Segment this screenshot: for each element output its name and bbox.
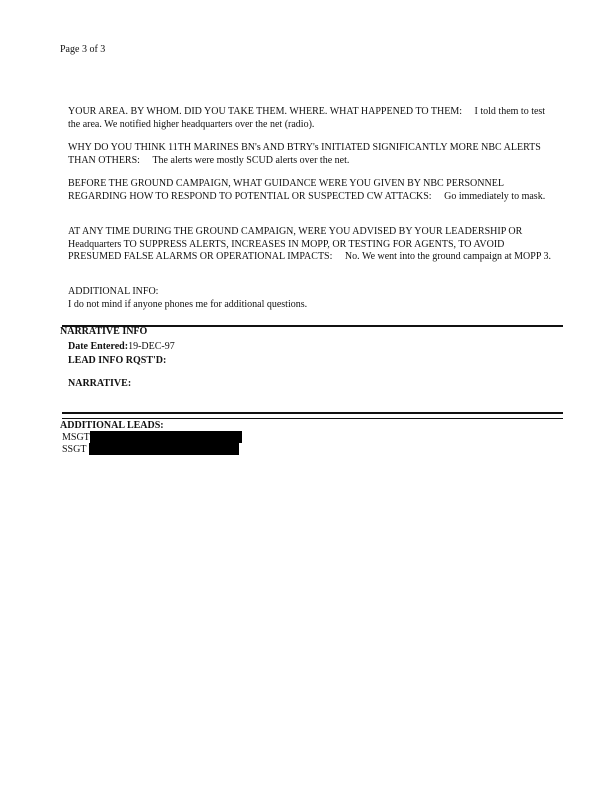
question-text: WHY DO YOU THINK 11TH MARINES BN's AND BTRY's INITIATED SIGNIFICANTLY MORE NBC ALERTS THAN OTHERS:	[68, 142, 541, 166]
redaction-box	[89, 443, 239, 455]
answer-text: The alerts were mostly SCUD alerts over the net.	[152, 154, 350, 166]
qa-block-4	[68, 226, 556, 264]
section-divider	[62, 412, 563, 414]
answer-text: No. We went into the ground campaign at MOPP 3.	[344, 251, 552, 262]
date-entered-field	[68, 341, 175, 352]
date-entered-value: 19-DEC-97	[128, 341, 175, 352]
page-number: Page 3 of 3	[60, 44, 106, 55]
question-text: AT ANY TIME DURING THE GROUND CAMPAIGN, WERE YOU ADVISED BY YOUR LEADERSHIP OR Headquarters TO SUPPRESS ALERTS, INCREASES IN MOPP, OR TESTING FOR AGENTS, TO AVOID PRESUMED FALSE ALARMS OR OPERATIONAL IMPACTS:	[68, 226, 523, 262]
additional-info-text: I do not mind if anyone phones me for additional questions.	[68, 298, 308, 310]
lead-item: SSGT	[62, 444, 87, 455]
qa-block-2	[68, 142, 556, 167]
narrative-info-title: NARRATIVE INFO	[60, 326, 148, 337]
additional-info-block	[68, 286, 556, 311]
qa-block-3	[68, 178, 556, 203]
section-divider	[62, 418, 563, 419]
additional-leads-title: ADDITIONAL LEADS:	[60, 420, 164, 431]
additional-info-label: ADDITIONAL INFO:	[68, 286, 159, 297]
lead-info-label: LEAD INFO RQST'D:	[68, 355, 167, 366]
qa-block-1	[68, 106, 556, 131]
lead-item: MSGT	[62, 432, 90, 443]
answer-text: I told them to test the area. We notified higher headquarters over the net (radio).	[68, 106, 546, 130]
narrative-label: NARRATIVE:	[68, 378, 132, 389]
question-text: YOUR AREA. BY WHOM. DID YOU TAKE THEM. WHERE. WHAT HAPPENED TO THEM:	[68, 106, 463, 117]
redaction-box	[90, 431, 242, 443]
answer-text: Go immediately to mask.	[444, 190, 546, 202]
question-text: BEFORE THE GROUND CAMPAIGN, WHAT GUIDANCE WERE YOU GIVEN BY NBC PERSONNEL REGARDING HOW TO RESPOND TO POTENTIAL OR SUSPECTED CW ATTACKS:	[68, 178, 504, 202]
date-entered-label: Date Entered:	[68, 341, 129, 352]
